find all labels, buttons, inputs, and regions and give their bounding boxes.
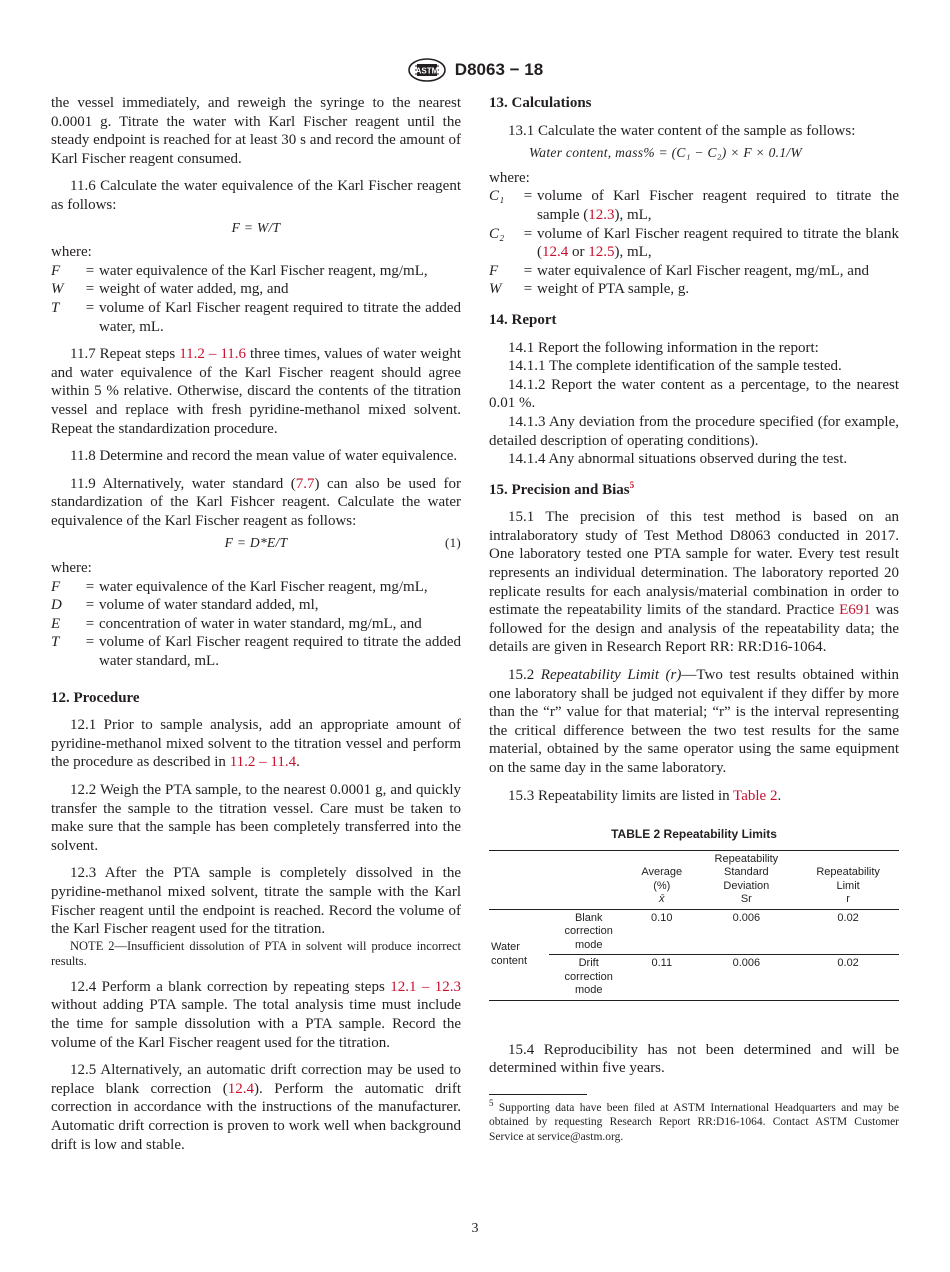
def-text: weight of PTA sample, g.	[537, 281, 690, 298]
paragraph-12-3: 12.3 After the PTA sample is completely dissolved in the pyridine-methanol mixed solvent, titrate the sample with the Karl Fischer reagent until the endpoint is reached. Record the volume of the Karl Fischer reagent used for the titration.	[51, 865, 461, 938]
paragraph-12-2: 12.2 Weigh the PTA sample, to the nearest 0.0001 g, and quickly transfer the sample to the titration vessel. Care must be taken to make sure that the sample has been completely transferred into the solvent.	[51, 782, 461, 854]
paragraph-12-1	[51, 716, 461, 772]
table-row	[489, 955, 899, 1001]
def-symbol: F	[51, 578, 61, 595]
table-cell-r: 0.02	[797, 909, 899, 955]
paragraph-13-1: 13.1 Calculate the water content of the sample as follows:	[508, 122, 856, 139]
def-text: water equivalence of the Karl Fischer reagent, mg/mL,	[99, 578, 428, 595]
text: 15.1 The precision of this test method is based on an intralaboratory study of Test Method D8063 conducted in 2017. One laboratory tested one PTA sample for water. Every test result represents an individual determination. The laboratory reported 20 replicate results for each analysis/material combination in order to estimate the repeatability limits of the standard. Practice	[489, 509, 899, 619]
header-line: Average	[641, 866, 683, 879]
section-heading-15	[489, 481, 899, 500]
def-symbol: D	[51, 597, 62, 614]
table-title: TABLE 2 Repeatability Limits	[611, 827, 777, 842]
link-11-2-11-4[interactable]: 11.2 – 11.4	[229, 754, 297, 771]
text: —Two test results obtained within one laboratory shall be judged not equivalent if they differ by more than the “r” value for that material; “r” is the interval representing the critical difference between the two test results for the same material, obtained by the same operator using the same equipment on the same day in the same laboratory.	[489, 667, 899, 776]
def-symbol: T	[51, 299, 60, 316]
paragraph-15-2	[489, 666, 899, 778]
page-number: 3	[471, 1221, 479, 1236]
text: ), mL,	[614, 244, 652, 261]
table-header-average	[628, 850, 695, 909]
right-column	[489, 94, 899, 1144]
table-header-empty	[549, 850, 628, 909]
text: three times, values of water weight and water equivalence of the Karl Fischer reagent should agree within 5 % relative. Otherwise, discard the contents of the titration vessel and replace with fresh pyridine-methanol mixed solvent. Repeat the standardization procedure.	[51, 346, 461, 437]
def-equals: =	[85, 615, 95, 632]
table-row	[489, 909, 899, 955]
text: volume of Karl Fischer reagent required to titrate the blank (	[537, 225, 899, 261]
where-label: where:	[489, 169, 530, 186]
equation-text: F = D*E/T	[224, 535, 288, 551]
standard-designation: D8063 − 18	[454, 60, 544, 79]
table-header-empty	[489, 850, 549, 909]
paragraph-11-8: 11.8 Determine and record the mean value of water equivalence.	[70, 448, 458, 465]
link-11-2-11-6[interactable]: 11.2 – 11.6	[179, 346, 247, 363]
page-header	[0, 57, 950, 83]
def-symbol: W	[51, 281, 64, 298]
paragraph-11-9	[51, 475, 461, 531]
header-line: Deviation	[723, 879, 770, 892]
text: ). Perform the automatic drift correction in accordance with the instructions of the manufacturer. Automatic drift correction is proven to work well when background drift is low and stable.	[51, 1080, 461, 1153]
text: without adding PTA sample. The total analysis time must include the time for sample dissolution with a PTA sample. Record the volume of the Karl Fischer reagent used for the titration.	[51, 997, 461, 1051]
text: or	[568, 244, 589, 261]
def-equals: =	[85, 299, 95, 316]
def-symbol: W	[489, 281, 502, 298]
equation-1	[51, 534, 461, 553]
footnote-number: 5	[489, 1098, 494, 1109]
header-line: Standard	[724, 866, 769, 879]
svg-text:ASTM: ASTM	[415, 66, 439, 76]
table-header-row	[489, 850, 899, 909]
def-text: volume of Karl Fischer reagent required to titrate the added water standard, mL.	[99, 634, 461, 670]
def-text: concentration of water in water standard, mg/mL, and	[99, 615, 422, 632]
definitions-list-2	[51, 578, 461, 671]
footnote-ref-5[interactable]: 5	[629, 479, 635, 490]
heading-text: 15. Precision and Bias	[489, 481, 630, 498]
header-line: Limit	[836, 879, 860, 892]
paragraph-15-4: 15.4 Reproducibility has not been determined and will be determined within five years.	[489, 1041, 899, 1077]
repeatability-table	[489, 850, 899, 1001]
table-cell-mode	[549, 909, 628, 955]
def-symbol: C₁	[489, 188, 505, 205]
mode-line: mode	[574, 984, 603, 997]
mode-line: correction	[564, 970, 613, 983]
table-cell-sr: 0.006	[695, 955, 797, 1001]
paragraph-12-4	[51, 978, 461, 1052]
text: .	[777, 787, 782, 804]
header-line: Repeatability	[714, 852, 779, 865]
term: Repeatability Limit (r)	[540, 667, 682, 684]
mode-line: correction	[564, 925, 613, 938]
footnote-5	[489, 1098, 899, 1145]
def-equals: =	[85, 634, 95, 651]
def-text	[537, 225, 899, 262]
link-12-4[interactable]: 12.4	[542, 244, 569, 261]
paragraph-11-5-cont: the vessel immediately, and reweigh the syringe to the nearest 0.0001 g. Titrate the water with Karl Fischer reagent until the steady endpoint is reached for at least 30 s and record the amount of Karl Fischer reagent consumed.	[51, 95, 461, 167]
text: volume of Karl Fischer reagent required to titrate the sample (	[537, 188, 899, 223]
def-symbol: E	[51, 615, 61, 632]
paragraph-14-1-3: 14.1.3 Any deviation from the procedure specified (for example, detailed description of operating conditions).	[489, 413, 899, 449]
text: .	[296, 754, 300, 771]
link-e691[interactable]: E691	[839, 602, 871, 619]
group-line: Water	[491, 941, 520, 954]
header-line: Sr	[740, 893, 752, 906]
astm-logo-icon	[407, 57, 447, 83]
note-2	[51, 939, 461, 969]
text: 11.7 Repeat steps	[70, 346, 180, 363]
definitions-list-3	[489, 187, 899, 299]
link-table-2[interactable]: Table 2	[733, 787, 778, 804]
link-12-4[interactable]: 12.4	[227, 1080, 255, 1097]
link-7-7[interactable]: 7.7	[295, 475, 315, 492]
def-equals: =	[523, 188, 533, 205]
paragraph-14-1-4: 14.1.4 Any abnormal situations observed during the test.	[508, 451, 848, 468]
table-cell-sr: 0.006	[695, 909, 797, 955]
equation-water-content: Water content, mass% = (C₁ − C₂) × F × 0.1/W	[529, 145, 803, 161]
def-text: water equivalence of the Karl Fischer reagent, mg/mL,	[99, 262, 428, 279]
section-heading-12: 12. Procedure	[51, 689, 140, 706]
note-label: NOTE 2	[70, 938, 115, 953]
header-line: (%)	[653, 879, 671, 892]
paragraph-15-1	[489, 508, 899, 657]
text: ) can also be used for standardization of the Karl Fishcer reagent. Calculate the water equivalence of the Karl Fischer reagent as follows:	[51, 475, 461, 529]
table-header-sr	[695, 850, 797, 909]
text: 11.9 Alternatively, water standard (	[70, 475, 296, 492]
def-equals: =	[523, 225, 533, 242]
link-12-5[interactable]: 12.5	[588, 244, 615, 261]
def-equals: =	[85, 597, 95, 614]
left-column	[51, 94, 461, 1154]
def-symbol: F	[51, 262, 61, 279]
definitions-list-1	[51, 262, 461, 336]
table-cell-mode	[549, 955, 628, 1001]
text: 12.5 Alternatively, an automatic drift correction may be used to replace blank correction (	[51, 1062, 461, 1097]
mode-line: mode	[574, 938, 603, 951]
paragraph-11-7	[51, 345, 461, 438]
text: 15.2	[508, 667, 541, 684]
def-symbol: T	[51, 634, 60, 651]
table-cell-average: 0.11	[628, 955, 695, 1001]
table-group-label	[489, 909, 549, 1000]
link-12-3[interactable]: 12.3	[588, 206, 615, 223]
def-equals: =	[85, 262, 95, 279]
text: ), mL,	[614, 206, 652, 223]
footnote-text: Supporting data have been filed at ASTM International Headquarters and may be obtained by requesting Research Report RR:D16-1064. Contact ASTM Customer Service at service@astm.org.	[489, 1101, 899, 1143]
paragraph-12-5	[51, 1061, 461, 1154]
text: 12.4 Perform a blank correction by repeating steps	[70, 978, 391, 995]
text: 12.1 Prior to sample analysis, add an appropriate amount of pyridine-methanol mixed solvent to the titration vessel and perform the procedure as described in	[51, 717, 461, 771]
mode-line: Drift	[578, 957, 599, 970]
equation-number: (1)	[444, 535, 461, 551]
section-heading-14: 14. Report	[489, 311, 557, 328]
def-text: volume of Karl Fischer reagent required to titrate the added water, mL.	[99, 299, 461, 335]
header-line: x̄	[659, 893, 665, 906]
def-equals: =	[85, 578, 95, 595]
def-symbol: F	[489, 262, 499, 279]
def-equals: =	[85, 281, 95, 298]
table-header-r	[797, 850, 899, 909]
def-equals: =	[523, 262, 533, 279]
equation-f-w-t: F = W/T	[231, 219, 281, 235]
note-text: —Insufficient dissolution of PTA in solvent will produce incorrect results.	[51, 938, 461, 968]
footnote-divider	[489, 1094, 587, 1095]
section-heading-13: 13. Calculations	[489, 95, 592, 111]
text: 15.3 Repeatability limits are listed in	[508, 787, 734, 804]
where-label: where:	[51, 560, 92, 577]
where-label: where:	[51, 244, 92, 261]
table-cell-r: 0.02	[797, 955, 899, 1001]
def-text: weight of water added, mg, and	[99, 281, 289, 298]
paragraph-14-1: 14.1 Report the following information in the report:	[508, 339, 819, 356]
paragraph-15-3	[489, 787, 899, 806]
group-line: content	[491, 954, 528, 967]
def-equals: =	[523, 281, 533, 298]
paragraph-14-1-1: 14.1.1 The complete identification of the sample tested.	[508, 358, 842, 375]
text: was followed for the design and analysis of the repeatability data; the details are given in Research Report RR: RR:D16-1064.	[489, 602, 899, 656]
link-12-1-12-3[interactable]: 12.1 – 12.3	[390, 978, 461, 995]
header-line: r	[846, 893, 850, 906]
header-line: Repeatability	[816, 866, 880, 879]
paragraph-11-6: 11.6 Calculate the water equivalence of the Karl Fischer reagent as follows:	[51, 178, 461, 213]
paragraph-14-1-2: 14.1.2 Report the water content as a percentage, to the nearest 0.01 %.	[489, 376, 899, 412]
mode-line: Blank	[574, 911, 603, 924]
def-symbol: C₂	[489, 225, 505, 242]
def-text: volume of water standard added, ml,	[99, 597, 319, 614]
def-text	[537, 187, 899, 224]
def-text: water equivalence of Karl Fischer reagent, mg/mL, and	[537, 262, 869, 279]
table-cell-average: 0.10	[628, 909, 695, 955]
